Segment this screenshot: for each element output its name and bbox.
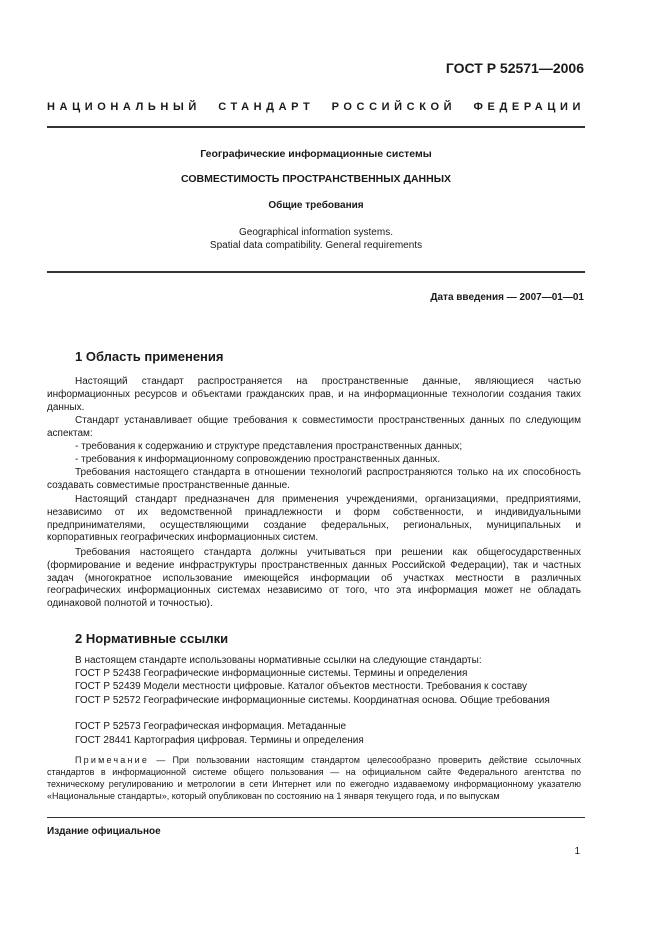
note-label: Примечание xyxy=(75,755,150,765)
introduction-date: Дата введения — 2007—01—01 xyxy=(430,292,584,303)
title-english-line-1: Geographical information systems. xyxy=(239,227,393,238)
section-1-paragraph-4: Настоящий стандарт предназначен для применения учреждениями, организациями, предприятиями, независимо от их ведомственной принадлежности и форм собственности, и индивидуальными предпринимателями, осуществляющими создание федеральных, региональных, муниципальных и корпоративных географических информационных систем. xyxy=(47,494,581,544)
national-standard-banner: НАЦИОНАЛЬНЫЙ СТАНДАРТ РОССИЙСКОЙ ФЕДЕРАЦИИ xyxy=(47,101,585,113)
top-rule xyxy=(47,126,585,128)
section-1-paragraph-5: Требования настоящего стандарта должны учитываться при решении как общегосударственных (формирование и ведение инфраструктуры пространственных данных Российской Федерации), так и частных задач (многократное использование имеющейся информации об участках местности в различных географических информационных системах независимо от того, что эта информация может не обладать одинаковой полнотой и точностью). xyxy=(47,547,581,610)
section-2-heading: 2 Нормативные ссылки xyxy=(75,631,229,646)
section-1-paragraph-1: Настоящий стандарт распространяется на пространственные данные, являющиеся частью информационных ресурсов и объектами гражданских прав, и на информационные технологии создания таких данных. xyxy=(47,376,581,413)
section-1-list-item-2: - требования к информационному сопровождению пространственных данных. xyxy=(75,454,441,465)
section-1-heading: 1 Область применения xyxy=(75,349,224,364)
reference-item: ГОСТ 28441 Картография цифровая. Термины и определения xyxy=(75,735,364,746)
title-rule xyxy=(47,271,585,273)
title-english xyxy=(47,226,585,252)
note-paragraph xyxy=(47,754,581,802)
edition-label: Издание официальное xyxy=(47,826,161,837)
title-line-1: Географические информационные системы xyxy=(200,148,432,160)
section-1-list-item-1: - требования к содержанию и структуре представления пространственных данных; xyxy=(75,441,463,452)
title-line-3: Общие требования xyxy=(268,200,364,211)
footer-rule xyxy=(47,817,585,818)
reference-item: ГОСТ Р 52438 Географические информационные системы. Термины и определения xyxy=(75,668,468,679)
section-2-intro: В настоящем стандарте использованы нормативные ссылки на следующие стандарты: xyxy=(75,655,482,666)
section-1-paragraph-2: Стандарт устанавливает общие требования к совместимости пространственных данных по следующим аспектам: xyxy=(47,415,581,439)
title-line-2: СОВМЕСТИМОСТЬ ПРОСТРАНСТВЕННЫХ ДАННЫХ xyxy=(181,173,451,185)
document-code: ГОСТ Р 52571—2006 xyxy=(445,60,584,76)
page-number: 1 xyxy=(574,846,580,857)
reference-item: ГОСТ Р 52573 Географическая информация. Метаданные xyxy=(75,721,347,732)
section-1-paragraph-3: Требования настоящего стандарта в отношении технологий распространяются только на их способность создавать совместимые пространственные данные. xyxy=(47,467,581,491)
note-text: — При пользовании настоящим стандартом целесообразно проверить действие ссылочных стандартов в информационной системе общего пользования — на официальном сайте Федерального агентства по техническому регулированию и метрологии в сети Интернет или по ежегодно издаваемому информационному указателю «Национальные стандарты», который опубликован по состоянию на 1 января текущего года, и по выпускам xyxy=(47,755,581,801)
reference-item: ГОСТ Р 52439 Модели местности цифровые. Каталог объектов местности. Требования к составу xyxy=(75,681,528,692)
title-english-line-2: Spatial data compatibility. General requirements xyxy=(209,240,423,251)
reference-item: ГОСТ Р 52572 Географические информационные системы. Координатная основа. Общие требования xyxy=(75,695,550,706)
